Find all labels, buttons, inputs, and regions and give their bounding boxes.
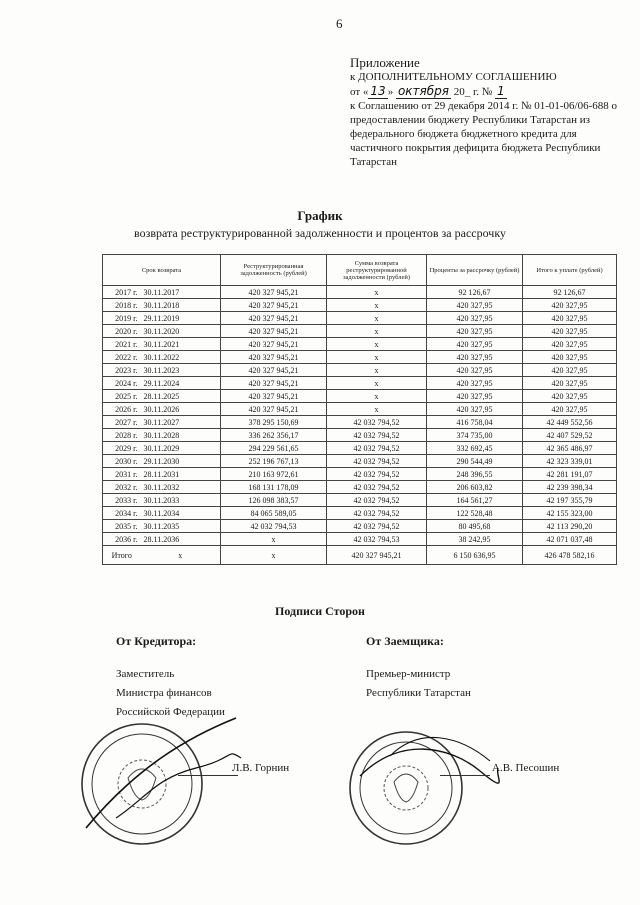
table-row xyxy=(103,494,617,507)
row-year: 2025 г. xyxy=(103,390,141,403)
appendix-date-line xyxy=(350,84,620,99)
row-debt: 252 196 767,13 xyxy=(221,455,327,468)
table-row xyxy=(103,442,617,455)
row-total: 420 327,95 xyxy=(523,364,617,377)
row-date: 30.11.2032 xyxy=(141,481,221,494)
row-date: 29.11.2024 xyxy=(141,377,221,390)
row-repayment: x xyxy=(327,377,427,390)
page-number: 6 xyxy=(336,16,343,31)
table-row xyxy=(103,481,617,494)
row-year: 2022 г. xyxy=(103,351,141,364)
row-year: 2023 г. xyxy=(103,364,141,377)
creditor-signature-line xyxy=(178,775,238,776)
row-year: 2032 г. xyxy=(103,481,141,494)
creditor-position-line: Министра финансов xyxy=(116,687,212,699)
table-row xyxy=(103,312,617,325)
heading-subtitle: возврата реструктурированной задолженности и процентов за рассрочку xyxy=(134,226,506,240)
row-date: 30.11.2035 xyxy=(141,520,221,533)
row-interest: 164 561,27 xyxy=(427,494,523,507)
row-total: 42 365 486,97 xyxy=(523,442,617,455)
row-total: 42 239 398,34 xyxy=(523,481,617,494)
row-debt: 420 327 945,21 xyxy=(221,364,327,377)
row-interest: 206 603,82 xyxy=(427,481,523,494)
row-debt: 420 327 945,21 xyxy=(221,299,327,312)
row-year: 2034 г. xyxy=(103,507,141,520)
row-interest: 248 396,55 xyxy=(427,468,523,481)
row-date: 29.11.2030 xyxy=(141,455,221,468)
header-total: Итого к уплате (рублей) xyxy=(523,255,617,286)
row-repayment: 42 032 794,52 xyxy=(327,520,427,533)
table-row xyxy=(103,325,617,338)
table-row xyxy=(103,416,617,429)
row-debt: 294 229 561,65 xyxy=(221,442,327,455)
row-repayment: x xyxy=(327,364,427,377)
row-repayment: x xyxy=(327,351,427,364)
creditor-position-line: Заместитель xyxy=(116,668,175,680)
row-date: 30.11.2026 xyxy=(141,403,221,416)
row-interest: 420 327,95 xyxy=(427,299,523,312)
row-date: 30.11.2017 xyxy=(141,286,221,299)
date-year: 20_ г. № xyxy=(451,86,496,98)
header-term: Срок возврата xyxy=(103,255,221,286)
row-interest: 80 495,68 xyxy=(427,520,523,533)
row-date: 30.11.2018 xyxy=(141,299,221,312)
row-date: 30.11.2033 xyxy=(141,494,221,507)
row-year: 2017 г. xyxy=(103,286,141,299)
row-total: 420 327,95 xyxy=(523,312,617,325)
row-date: 30.11.2022 xyxy=(141,351,221,364)
row-debt: 126 098 383,57 xyxy=(221,494,327,507)
row-debt: 336 262 356,17 xyxy=(221,429,327,442)
row-year: 2035 г. xyxy=(103,520,141,533)
row-interest: 374 735,00 xyxy=(427,429,523,442)
row-debt: 210 163 972,61 xyxy=(221,468,327,481)
row-repayment: x xyxy=(327,286,427,299)
row-total: 42 281 191,07 xyxy=(523,468,617,481)
total-c2: x xyxy=(221,546,327,565)
row-total: 42 407 529,52 xyxy=(523,429,617,442)
row-repayment: 42 032 794,53 xyxy=(327,533,427,546)
date-mid: » xyxy=(387,86,396,98)
table-row xyxy=(103,403,617,416)
row-repayment: 42 032 794,52 xyxy=(327,507,427,520)
table-row xyxy=(103,429,617,442)
row-total: 420 327,95 xyxy=(523,299,617,312)
row-debt: 378 295 150,69 xyxy=(221,416,327,429)
row-interest: 290 544,49 xyxy=(427,455,523,468)
row-repayment: 42 032 794,52 xyxy=(327,442,427,455)
schedule-heading xyxy=(0,208,640,241)
row-total: 420 327,95 xyxy=(523,403,617,416)
date-number: 1 xyxy=(497,84,505,98)
header-repayment: Сумма возврата реструктурированной задолженности (рублей) xyxy=(327,255,427,286)
row-total: 42 449 552,56 xyxy=(523,416,617,429)
row-year: 2033 г. xyxy=(103,494,141,507)
row-repayment: 42 032 794,52 xyxy=(327,468,427,481)
row-debt: 420 327 945,21 xyxy=(221,325,327,338)
row-date: 28.11.2031 xyxy=(141,468,221,481)
row-interest: 420 327,95 xyxy=(427,403,523,416)
row-total: 420 327,95 xyxy=(523,390,617,403)
row-date: 30.11.2023 xyxy=(141,364,221,377)
row-interest: 416 758,04 xyxy=(427,416,523,429)
schedule-table-wrap xyxy=(102,254,616,565)
row-year: 2036 г. xyxy=(103,533,141,546)
row-repayment: 42 032 794,52 xyxy=(327,416,427,429)
total-c3: 420 327 945,21 xyxy=(327,546,427,565)
row-total: 42 323 339,01 xyxy=(523,455,617,468)
row-debt: 420 327 945,21 xyxy=(221,312,327,325)
borrower-position-line: Республики Татарстан xyxy=(366,687,471,699)
signatures-title: Подписи Сторон xyxy=(275,604,365,618)
header-debt: Реструктурированная задолженность (рублей) xyxy=(221,255,327,286)
row-interest: 420 327,95 xyxy=(427,364,523,377)
row-date: 28.11.2036 xyxy=(141,533,221,546)
total-c5: 426 478 582,16 xyxy=(523,546,617,565)
creditor-seal xyxy=(76,708,246,858)
row-debt: 42 032 794,53 xyxy=(221,520,327,533)
row-date: 30.11.2034 xyxy=(141,507,221,520)
row-repayment: 42 032 794,52 xyxy=(327,429,427,442)
total-label: Итого xyxy=(103,546,141,565)
borrower-seal xyxy=(330,716,500,856)
table-row xyxy=(103,286,617,299)
creditor-label: От Кредитора: xyxy=(116,634,197,648)
row-year: 2018 г. xyxy=(103,299,141,312)
table-row xyxy=(103,338,617,351)
row-interest: 420 327,95 xyxy=(427,390,523,403)
row-date: 30.11.2021 xyxy=(141,338,221,351)
row-year: 2030 г. xyxy=(103,455,141,468)
row-total: 420 327,95 xyxy=(523,338,617,351)
schedule-table xyxy=(102,254,617,565)
date-prefix: от « xyxy=(350,86,369,98)
row-debt: 420 327 945,21 xyxy=(221,351,327,364)
table-row xyxy=(103,520,617,533)
appendix-title: Приложение xyxy=(350,55,420,70)
table-header-row xyxy=(103,255,617,286)
row-debt: 84 065 589,05 xyxy=(221,507,327,520)
row-date: 28.11.2025 xyxy=(141,390,221,403)
row-total: 420 327,95 xyxy=(523,351,617,364)
row-interest: 420 327,95 xyxy=(427,312,523,325)
row-repayment: 42 032 794,52 xyxy=(327,455,427,468)
row-date: 29.11.2019 xyxy=(141,312,221,325)
row-debt: 420 327 945,21 xyxy=(221,377,327,390)
table-row xyxy=(103,533,617,546)
creditor-signer: Л.В. Горнин xyxy=(232,762,290,774)
table-row xyxy=(103,299,617,312)
header-interest: Проценты за рассрочку (рублей) xyxy=(427,255,523,286)
row-repayment: x xyxy=(327,403,427,416)
row-year: 2028 г. xyxy=(103,429,141,442)
table-row xyxy=(103,468,617,481)
borrower-position xyxy=(366,665,471,703)
borrower-label: От Заемщика: xyxy=(366,634,444,648)
row-year: 2026 г. xyxy=(103,403,141,416)
row-date: 30.11.2028 xyxy=(141,429,221,442)
row-interest: 420 327,95 xyxy=(427,325,523,338)
row-year: 2031 г. xyxy=(103,468,141,481)
row-year: 2024 г. xyxy=(103,377,141,390)
row-date: 30.11.2029 xyxy=(141,442,221,455)
row-repayment: x xyxy=(327,299,427,312)
appendix-body: к Соглашению от 29 декабря 2014 г. № 01-01-06/06-688 о предоставлении бюджету Республики Татарстан из федерального бюджета бюджетного кредита для частичного покрытия дефицита бюджета Республики Татарстан xyxy=(350,100,618,168)
row-repayment: 42 032 794,52 xyxy=(327,494,427,507)
borrower-position-line: Премьер-министр xyxy=(366,668,451,680)
appendix-block xyxy=(350,56,620,169)
row-repayment: x xyxy=(327,325,427,338)
row-repayment: x xyxy=(327,390,427,403)
row-debt: 420 327 945,21 xyxy=(221,338,327,351)
row-interest: 420 327,95 xyxy=(427,338,523,351)
row-year: 2029 г. xyxy=(103,442,141,455)
row-debt: 168 131 178,09 xyxy=(221,481,327,494)
row-date: 30.11.2027 xyxy=(141,416,221,429)
table-row xyxy=(103,364,617,377)
heading-title: График xyxy=(297,208,343,223)
row-interest: 92 126,67 xyxy=(427,286,523,299)
date-day: 13 xyxy=(370,84,386,98)
row-debt: 420 327 945,21 xyxy=(221,390,327,403)
row-total: 420 327,95 xyxy=(523,325,617,338)
total-c4: 6 150 636,95 xyxy=(427,546,523,565)
row-interest: 420 327,95 xyxy=(427,351,523,364)
row-date: 30.11.2020 xyxy=(141,325,221,338)
row-total: 420 327,95 xyxy=(523,377,617,390)
row-repayment: x xyxy=(327,338,427,351)
date-month: октября xyxy=(397,84,449,98)
row-total: 42 071 037,48 xyxy=(523,533,617,546)
appendix-line1: к ДОПОЛНИТЕЛЬНОМУ СОГЛАШЕНИЮ xyxy=(350,71,557,83)
table-row xyxy=(103,351,617,364)
table-row xyxy=(103,455,617,468)
row-total: 42 113 290,20 xyxy=(523,520,617,533)
row-interest: 122 528,48 xyxy=(427,507,523,520)
row-interest: 332 692,45 xyxy=(427,442,523,455)
creditor-position-line: Российской Федерации xyxy=(116,706,225,718)
table-row xyxy=(103,377,617,390)
row-repayment: 42 032 794,52 xyxy=(327,481,427,494)
borrower-signature-line xyxy=(440,775,490,776)
row-total: 42 197 355,79 xyxy=(523,494,617,507)
row-total: 42 155 323,00 xyxy=(523,507,617,520)
row-year: 2019 г. xyxy=(103,312,141,325)
row-debt: x xyxy=(221,533,327,546)
row-debt: 420 327 945,21 xyxy=(221,286,327,299)
row-year: 2020 г. xyxy=(103,325,141,338)
row-debt: 420 327 945,21 xyxy=(221,403,327,416)
row-interest: 420 327,95 xyxy=(427,377,523,390)
borrower-signer: А.В. Песошин xyxy=(492,762,560,774)
row-repayment: x xyxy=(327,312,427,325)
total-c1: x xyxy=(141,546,221,565)
row-total: 92 126,67 xyxy=(523,286,617,299)
table-total-row xyxy=(103,546,617,565)
row-interest: 38 242,95 xyxy=(427,533,523,546)
row-year: 2021 г. xyxy=(103,338,141,351)
table-row xyxy=(103,390,617,403)
table-row xyxy=(103,507,617,520)
row-year: 2027 г. xyxy=(103,416,141,429)
